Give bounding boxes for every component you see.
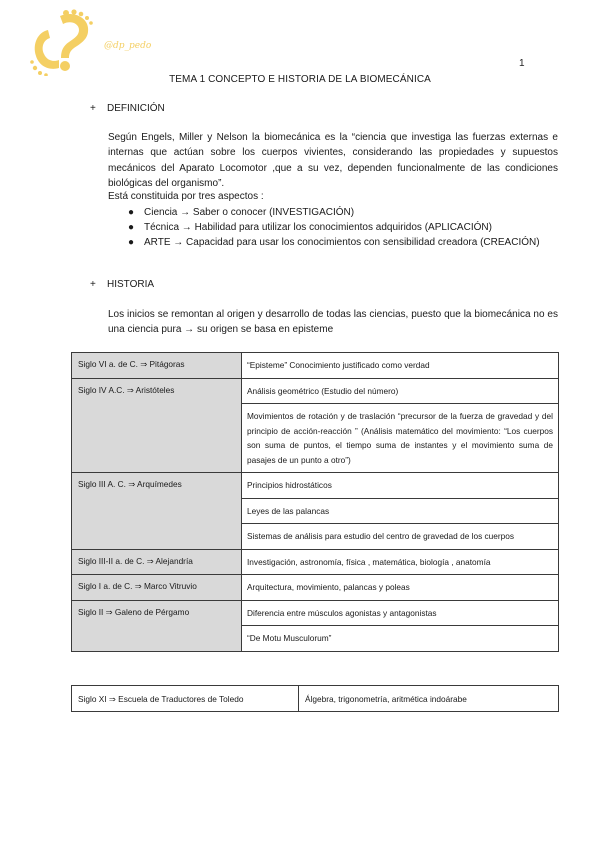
section-heading-label: DEFINICIÓN xyxy=(107,103,165,114)
table-row xyxy=(72,378,559,404)
aspects-list xyxy=(124,205,558,251)
author-handle: @dp_pedo xyxy=(104,41,152,51)
table-row xyxy=(72,473,559,499)
era-cell: Siglo III-II a. de C. ⇒ Alejandría xyxy=(72,549,242,575)
table-row xyxy=(72,686,559,712)
history-table-2 xyxy=(71,685,559,712)
section-definicion-heading xyxy=(90,103,165,114)
definition-paragraph: Según Engels, Miller y Nelson la biomecánica es la “ciencia que investiga las fuerzas externas e internas que actúan sobre los cuerpos vivientes, considerando las propiedades y supuestos mecánicos del Aparato Locomotor ,que a su vez, dependen funcionalmente de las condiciones biológicas del organismo”. xyxy=(108,132,558,190)
list-item: ● Ciencia → Saber o conocer (INVESTIGACIÓN) xyxy=(124,205,558,220)
list-item: ● Técnica → Habilidad para utilizar los conocimientos adquiridos (APLICACIÓN) xyxy=(124,220,558,235)
section-historia-heading xyxy=(90,279,154,290)
history-paragraph: Los inicios se remontan al origen y desarrollo de todas las ciencias, puesto que la biomecánica no es una ciencia pura → su origen se basa en episteme xyxy=(108,309,558,336)
description-cell: Investigación, astronomía, física , matemática, biología , anatomía xyxy=(242,549,559,575)
description-cell: Movimientos de rotación y de traslación “precursor de la fuerza de gravedad y del principio de acción-reacción ” (Análisis matemático del movimiento: “Los cuerpos son suma de puntos, el tiempo suma de instantes y el movimiento suma de pasajes de un punto a otro”) xyxy=(242,404,559,473)
plus-bullet-icon: + xyxy=(90,103,96,114)
bullet-dot-icon: ● xyxy=(128,237,135,249)
description-cell: “Episteme” Conocimiento justificado como verdad xyxy=(242,353,559,379)
era-cell: Siglo IV A.C. ⇒ Aristóteles xyxy=(72,378,242,473)
page-title: TEMA 1 CONCEPTO E HISTORIA DE LA BIOMECÁNICA xyxy=(169,74,431,85)
description-cell: Principios hidrostáticos xyxy=(242,473,559,499)
bullet-dot-icon: ● xyxy=(128,222,135,234)
description-cell: Álgebra, trigonometría, aritmética indoárabe xyxy=(299,686,559,712)
history-table xyxy=(71,352,559,652)
era-cell: Siglo I a. de C. ⇒ Marco Vitruvio xyxy=(72,575,242,601)
era-cell: Siglo III A. C. ⇒ Arquímedes xyxy=(72,473,242,550)
section-heading-label: HISTORIA xyxy=(107,279,155,290)
table-row xyxy=(72,549,559,575)
plus-bullet-icon: + xyxy=(90,279,96,290)
description-cell: “De Motu Musculorum” xyxy=(242,626,559,652)
description-cell: Leyes de las palancas xyxy=(242,498,559,524)
aspects-intro: Está constituida por tres aspectos : xyxy=(108,191,264,202)
era-cell: Siglo II ⇒ Galeno de Pérgamo xyxy=(72,600,242,651)
page-number: 1 xyxy=(519,58,525,69)
bullet-dot-icon: ● xyxy=(128,207,135,218)
table-row xyxy=(72,575,559,601)
list-item: ● ARTE → Capacidad para usar los conocimientos con sensibilidad creadora (CREACIÓN) xyxy=(124,235,558,250)
description-cell: Arquitectura, movimiento, palancas y poleas xyxy=(242,575,559,601)
era-cell: Siglo VI a. de C. ⇒ Pitágoras xyxy=(72,353,242,379)
description-cell: Análisis geométrico (Estudio del número) xyxy=(242,378,559,404)
era-cell: Siglo XI ⇒ Escuela de Traductores de Toledo xyxy=(72,686,299,712)
table-row xyxy=(72,353,559,379)
description-cell: Sistemas de análisis para estudio del centro de gravedad de los cuerpos xyxy=(242,524,559,550)
description-cell: Diferencia entre músculos agonistas y antagonistas xyxy=(242,600,559,626)
brand-logo-icon xyxy=(30,8,102,76)
table-row xyxy=(72,600,559,626)
